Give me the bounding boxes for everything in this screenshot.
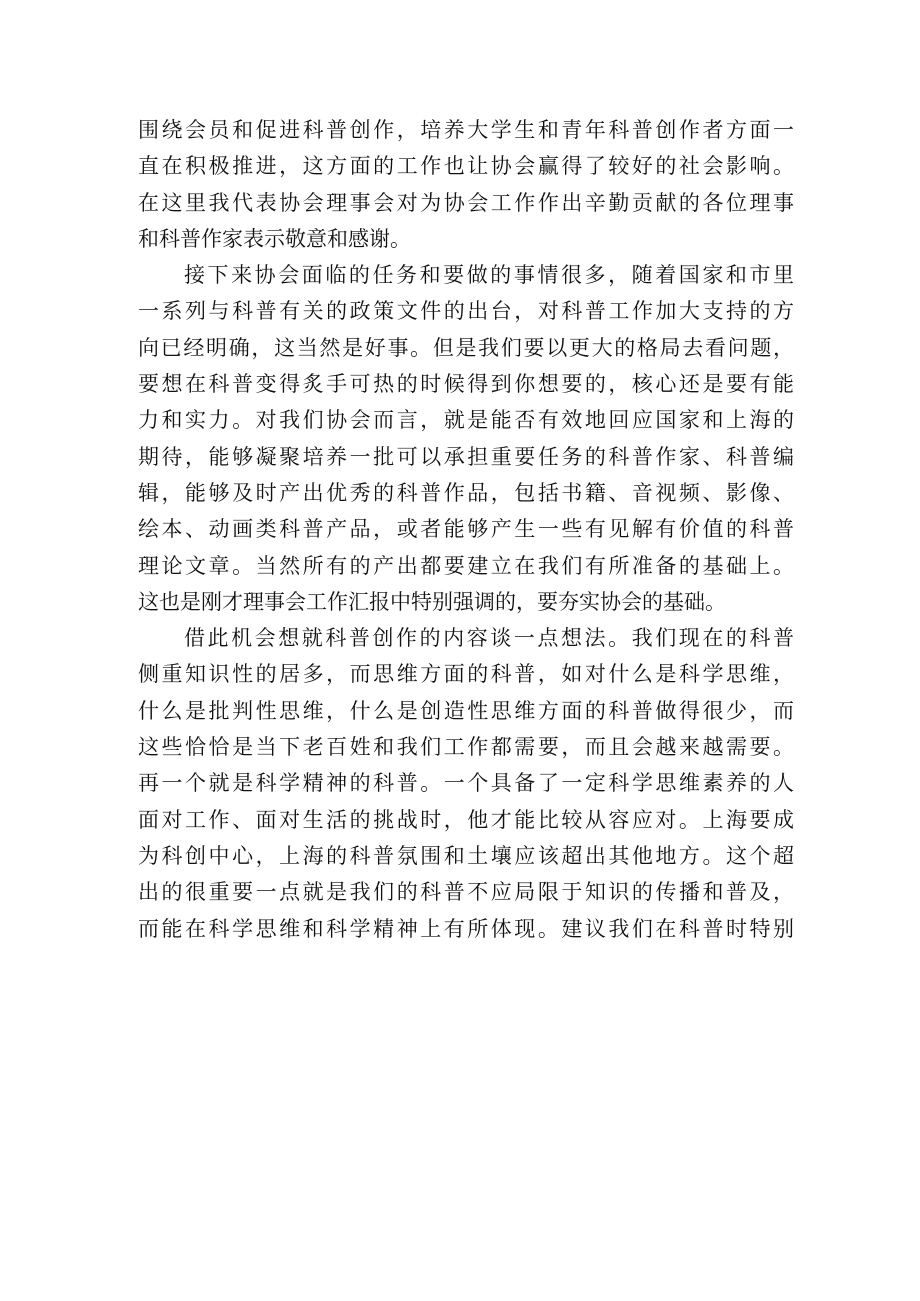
text-line: 在这里我代表协会理事会对为协会工作作出辛勤贡献的各位理事 xyxy=(138,190,794,215)
text-line: 围绕会员和促进科普创作，培养大学生和青年科普创作者方面一 xyxy=(138,118,794,142)
text-line: 向已经明确，这当然是好事。但是我们要以更大的格局去看问题， xyxy=(138,335,794,360)
text-line: 为科创中心，上海的科普氛围和土壤应该超出其他地方。这个超 xyxy=(138,843,794,868)
text-line: 直在积极推进，这方面的工作也让协会赢得了较好的社会影响。 xyxy=(138,154,794,179)
text-line: 理论文章。当然所有的产出都要建立在我们有所准备的基础上。 xyxy=(138,553,794,578)
text-line: 侧重知识性的居多，而思维方面的科普，如对什么是科学思维， xyxy=(138,662,794,687)
text-line: 这些恰恰是当下老百姓和我们工作都需要，而且会越来越需要。 xyxy=(138,735,794,760)
text-line: 而能在科学思维和科学精神上有所体现。建议我们在科普时特别 xyxy=(138,916,794,941)
paragraph-3 xyxy=(138,620,794,947)
text-line: 辑，能够及时产出优秀的科普作品，包括书籍、音视频、影像、 xyxy=(138,480,794,505)
text-line: 借此机会想就科普创作的内容谈一点想法。我们现在的科普 xyxy=(184,626,794,651)
text-line: 期待，能够凝聚培养一批可以承担重要任务的科普作家、科普编 xyxy=(138,444,794,469)
text-line: 和科普作家表示敬意和感谢。 xyxy=(138,226,411,251)
text-line: 再一个就是科学精神的科普。一个具备了一定科学思维素养的人 xyxy=(138,771,794,796)
text-line: 绘本、动画类科普产品，或者能够产生一些有见解有价值的科普 xyxy=(138,517,794,542)
text-line: 力和实力。对我们协会而言，就是能否有效地回应国家和上海的 xyxy=(138,408,794,433)
text-line: 接下来协会面临的任务和要做的事情很多，随着国家和市里 xyxy=(184,263,794,288)
paragraph-1 xyxy=(138,112,794,257)
document-body xyxy=(138,112,794,947)
text-line: 要想在科普变得炙手可热的时候得到你想要的，核心还是要有能 xyxy=(138,372,794,397)
text-line: 什么是批判性思维，什么是创造性思维方面的科普做得很少，而 xyxy=(138,698,794,723)
text-line: 这也是刚才理事会工作汇报中特别强调的，要夯实协会的基础。 xyxy=(138,589,726,614)
text-line: 面对工作、面对生活的挑战时，他才能比较从容应对。上海要成 xyxy=(138,807,794,832)
text-line: 出的很重要一点就是我们的科普不应局限于知识的传播和普及， xyxy=(138,880,794,905)
paragraph-2 xyxy=(138,257,794,620)
text-line: 一系列与科普有关的政策文件的出台，对科普工作加大支持的方 xyxy=(138,299,794,324)
